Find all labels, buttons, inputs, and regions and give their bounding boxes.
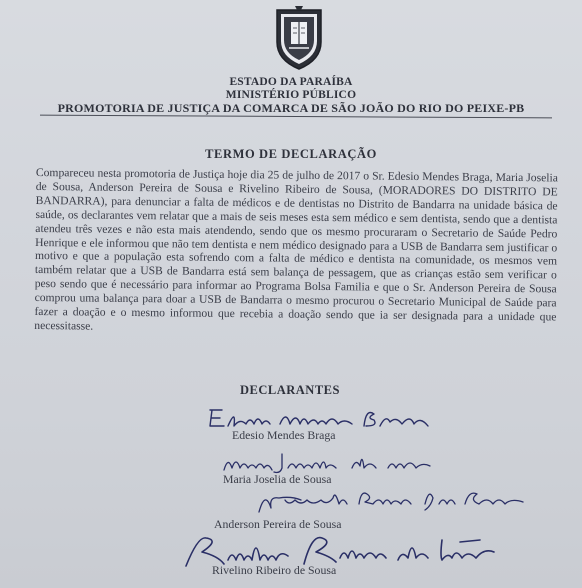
header-ministry: MINISTÉRIO PÚBLICO [225, 89, 357, 101]
document-title: TERMO DE DECLARAÇÃO [205, 147, 377, 161]
declarant-name-3: Anderson Pereira de Sousa [214, 517, 342, 531]
declarant-name-4: Rivelino Ribeiro de Sousa [212, 563, 337, 577]
declarant-name-1: Edesio Mendes Braga [232, 428, 336, 442]
header-state: ESTADO DA PARAÍBA [229, 76, 353, 88]
declarant-name-2: Maria Joselia de Sousa [223, 472, 332, 486]
declaration-body: Compareceu nesta promotoria de Justiça hoje dia 25 de julho de 2017 o Sr. Edesio Mendes Braga, Maria Joselia de Sousa, Anderson Pereira de Sousa e Rivelino Ribeiro de Sousa, (MORADORES DO DISTRITO DE BANDARRA), para denunciar a falta de médicos e de dentistas no Distrito de Bandarra na unidade básica de saúde, os declarantes vem relatar que a mais de seis meses esta sem médico e sem dentista, sendo que a dentista atendeu três vezes e não esta mais atendendo, sendo que os mesmo procuraram o Secretario de Saúde Pedro Henrique e ele informou que não tem dentista e nem médico designado para a USB de Bandarra sem justificar o motivo e que a população esta sofrendo com a falta de médico e dentista na comunidade, os mesmos vem também relatar que a USB de Bandarra está sem balança de pessagem, que as crianças estão sem verificar o peso sendo que é necessário para informar ao Programa Bolsa Familia e que o Sr. Anderson Pereira de Sousa comprou uma balança para doar a USB de Bandarra o mesmo procurou o Secretario Municipal de Saúde para fazer a doação e o mesmo informou que recebia a doação sendo que ia ser designada para a unidade que necessitasse. [34, 166, 558, 333]
ministerio-publico-emblem-icon [271, 2, 327, 72]
declarants-heading: DECLARANTES [240, 383, 340, 397]
header-promotoria: PROMOTORIA DE JUSTIÇA DA COMARCA DE SÃO JOÃO DO RIO DO PEIXE-PB [57, 101, 525, 115]
signature-anderson [255, 486, 530, 516]
